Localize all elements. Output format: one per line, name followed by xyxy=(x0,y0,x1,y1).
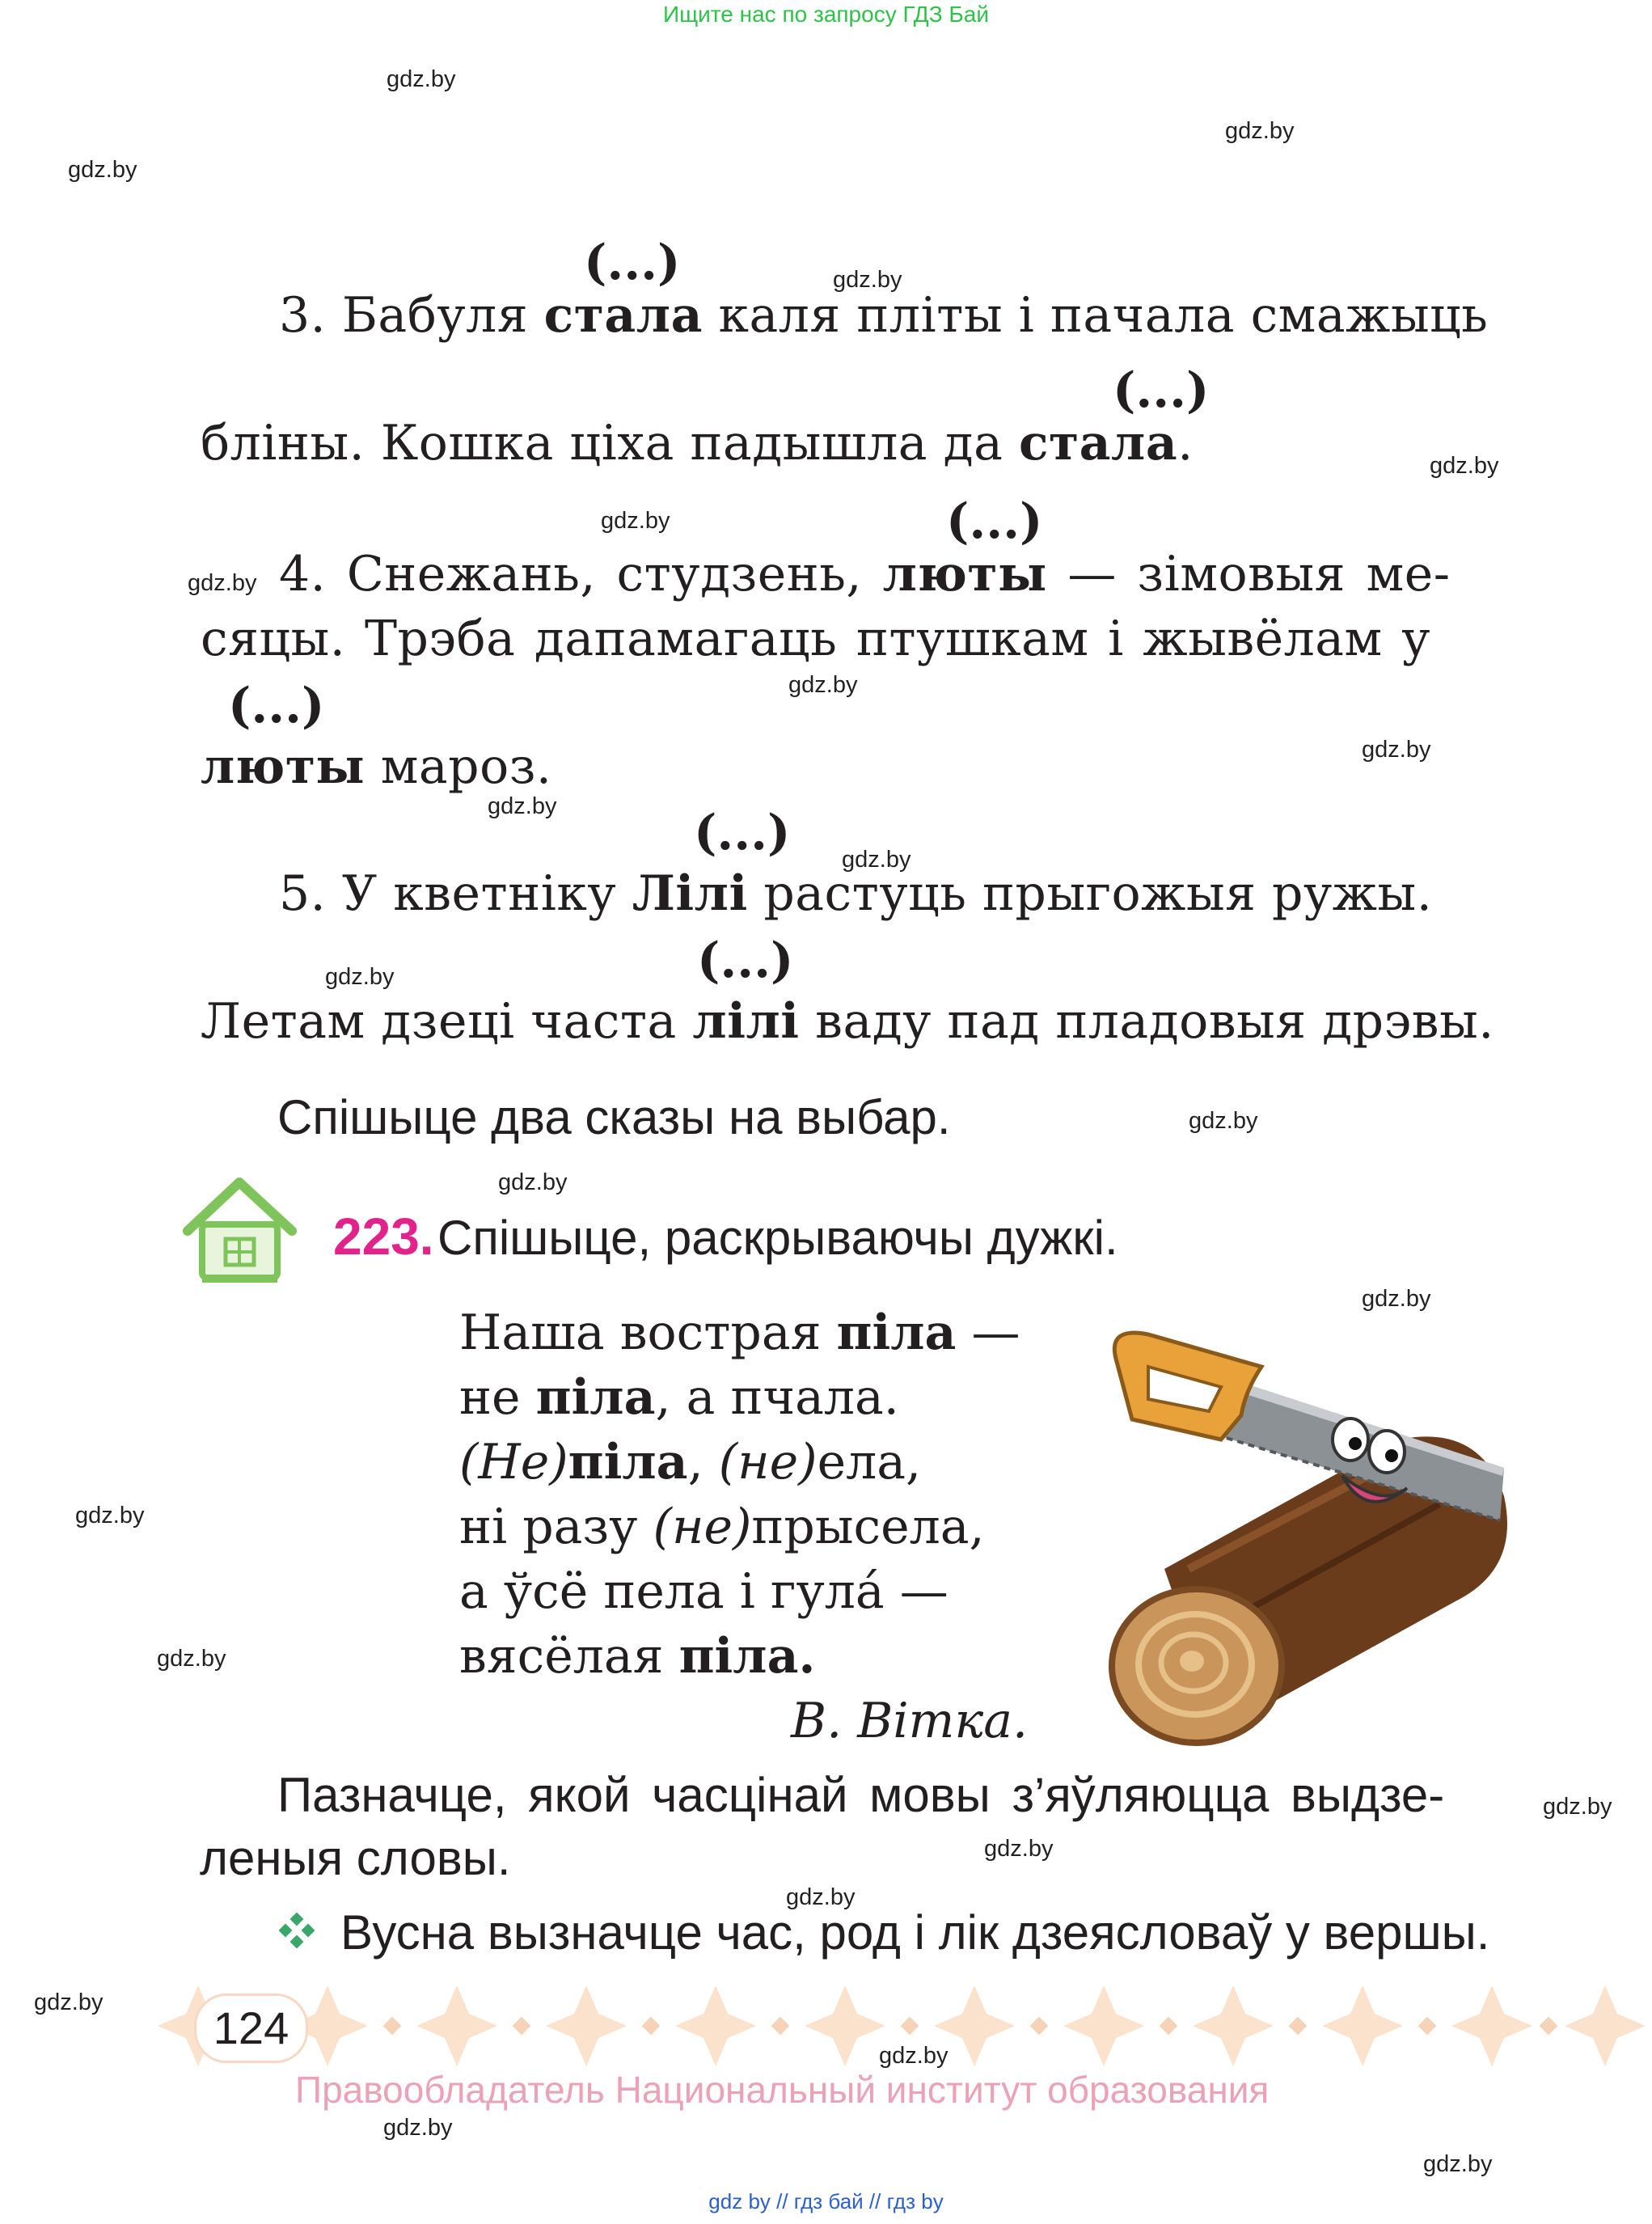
text: . xyxy=(1177,415,1194,471)
rights-holder: Правообладатель Национальный институт образования xyxy=(295,2069,1270,2111)
watermark: gdz.by xyxy=(1423,2151,1493,2177)
watermark: gdz.by xyxy=(1225,118,1295,144)
italic-text: (не xyxy=(718,1434,799,1490)
watermark: gdz.by xyxy=(879,2043,949,2069)
watermark: gdz.by xyxy=(786,1884,856,1910)
poem xyxy=(459,1300,1028,1753)
task-write-two: Спішыце два сказы на выбар. xyxy=(277,1090,951,1144)
italic-text: (Не xyxy=(459,1434,550,1490)
exercise-number: 223. xyxy=(333,1207,434,1266)
oral-task: Вусна вызначце час, род і лік дзеясловаў у вершы. xyxy=(340,1905,1490,1960)
text: Наша вострая xyxy=(459,1304,822,1361)
watermark: gdz.by xyxy=(488,793,557,819)
bold-word: піла xyxy=(568,1434,688,1490)
ellipsis-marker: (...) xyxy=(228,678,325,734)
bold-word: стала xyxy=(543,287,703,344)
text: — xyxy=(971,1304,1020,1361)
sentence-number: 4. xyxy=(279,546,327,603)
bold-word: піла xyxy=(678,1628,799,1685)
exercise-instruction: Спішыце, раскрываючы дужкі. xyxy=(437,1211,1118,1265)
watermark: gdz.by xyxy=(1362,737,1431,763)
italic-text: (не xyxy=(653,1499,733,1555)
watermark: gdz.by xyxy=(188,570,257,596)
watermark: gdz.by xyxy=(1362,1286,1431,1312)
italic-text: ) xyxy=(549,1434,568,1490)
saw-log-illustration xyxy=(1100,1326,1520,1755)
top-search-note: Ищите нас по запросу ГДЗ Бай xyxy=(662,2,990,27)
diamond-bullet-icon xyxy=(279,1913,315,1948)
watermark: gdz.by xyxy=(68,157,137,183)
watermark: gdz.by xyxy=(1189,1108,1258,1134)
text: — зімовыя ме- xyxy=(1067,546,1451,603)
text: ела, xyxy=(817,1434,922,1490)
bold-word: люты xyxy=(882,546,1047,603)
sentence-3-line-2 xyxy=(201,415,1194,471)
page-number: 124 xyxy=(194,1994,308,2063)
sentence-4-line-2: сяцы. Трэба дапамагаць птушкам і жывёлам у xyxy=(201,611,1431,667)
watermark: gdz.by xyxy=(1430,453,1499,479)
italic-text: ) xyxy=(798,1434,818,1490)
watermark: gdz.by xyxy=(383,2115,453,2141)
watermark: gdz.by xyxy=(157,1646,226,1672)
sentence-5-line-2 xyxy=(201,993,1494,1050)
task-mark-line-2: леныя словы. xyxy=(200,1831,511,1885)
watermark: gdz.by xyxy=(842,847,911,873)
watermark: gdz.by xyxy=(601,508,670,534)
bottom-links[interactable]: gdz by // гдз бай // гдз by xyxy=(708,2189,944,2213)
ellipsis-marker: (...) xyxy=(694,805,791,861)
text: не xyxy=(459,1369,521,1426)
text: , а пчала. xyxy=(655,1369,899,1426)
text: ваду пад пладовыя дрэвы. xyxy=(815,993,1494,1050)
ellipsis-marker: (...) xyxy=(1113,362,1210,419)
watermark: gdz.by xyxy=(34,1989,104,2015)
home-task-icon xyxy=(181,1174,298,1287)
text: бліны. Кошка ціха падышла да xyxy=(201,415,1003,471)
text: растуць прыгожыя ружы. xyxy=(763,865,1433,922)
italic-text: ) xyxy=(732,1499,752,1555)
text: прысела, xyxy=(751,1499,985,1555)
text: Летам дзеці часта xyxy=(201,993,677,1050)
sentence-number: 5. xyxy=(279,865,327,922)
poem-line xyxy=(459,1365,1028,1430)
ellipsis-marker: (...) xyxy=(584,235,681,291)
text: Снежань, студзень, xyxy=(346,546,863,603)
sentence-5-line-1 xyxy=(279,865,1433,922)
text: каля пліты і пачала смажыць xyxy=(718,287,1489,344)
ellipsis-marker: (...) xyxy=(946,493,1043,550)
watermark: gdz.by xyxy=(1543,1794,1612,1820)
sentence-number: 3. xyxy=(279,287,327,344)
bold-word: піла xyxy=(535,1369,656,1426)
bold-word: люты xyxy=(201,738,365,795)
poem-line xyxy=(459,1430,1028,1495)
text: . xyxy=(798,1628,816,1685)
poem-line xyxy=(459,1495,1028,1559)
sentence-3-line-1 xyxy=(279,287,1489,344)
text: Бабуля xyxy=(341,287,529,344)
bold-word: лілі xyxy=(692,993,800,1050)
sentence-4-line-3 xyxy=(201,738,552,795)
task-mark-line-1: Пазначце, якой часцінай мовы з’яўляюцца выдзе- xyxy=(277,1768,1445,1822)
bold-word: Лілі xyxy=(632,865,748,922)
watermark: gdz.by xyxy=(833,267,902,293)
watermark: gdz.by xyxy=(788,672,858,698)
poem-line: а ўсё пела і гула́ — xyxy=(459,1563,949,1620)
poem-author: В. Вітка. xyxy=(791,1693,1029,1749)
text: ні разу xyxy=(459,1499,638,1555)
watermark: gdz.by xyxy=(498,1169,568,1195)
ornament-band xyxy=(154,1981,1652,2070)
poem-line xyxy=(459,1624,1028,1689)
watermark: gdz.by xyxy=(75,1503,145,1528)
poem-line xyxy=(459,1300,1028,1365)
text: мароз. xyxy=(380,738,552,795)
watermark: gdz.by xyxy=(325,964,395,990)
text: У кветніку xyxy=(341,865,617,922)
watermark: gdz.by xyxy=(984,1836,1054,1862)
bold-word: піла xyxy=(836,1304,957,1361)
text: , xyxy=(687,1434,703,1490)
exercise-header xyxy=(333,1207,1118,1266)
ellipsis-marker: (...) xyxy=(697,932,794,989)
sentence-4-line-1 xyxy=(279,546,1451,603)
bold-word: стала xyxy=(1018,415,1178,471)
watermark: gdz.by xyxy=(387,66,456,92)
text: вясёлая xyxy=(459,1628,664,1685)
